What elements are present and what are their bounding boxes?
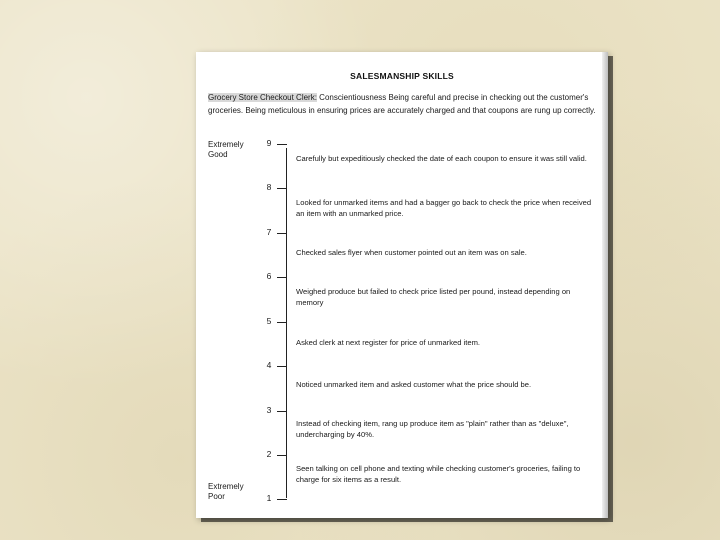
scale-top-label [208,140,244,160]
anchor-rating-8: Looked for unmarked items and had a bagger go back to check the price when received an item with an unmarked price. [296,198,592,218]
anchor-rating-5: Asked clerk at next register for price of unmarked item. [296,338,481,347]
scale-tick-3 [277,411,287,412]
job-description [208,92,596,117]
scale-number-6: 6 [266,271,272,281]
anchor-rating-3: Instead of checking item, rang up produce item as "plain" rather than as "deluxe", undercharging by 40%. [296,419,569,439]
anchor-rating-4: Noticed unmarked item and asked customer what the price should be. [296,380,532,389]
scale-tick-5 [277,322,287,323]
scale-top-label-line-2: Good [208,150,228,159]
anchor-rating-9: Carefully but expeditiously checked the date of each coupon to ensure it was still valid. [296,154,587,163]
scale-tick-9 [277,144,287,145]
scale-bottom-label-line-1: Extremely [208,482,244,491]
scale-number-7: 7 [266,227,272,237]
scale-number-5: 5 [266,316,272,326]
job-description-text: Conscientiousness Being careful and precise in checking out the customer's groceries. Being meticulous in ensuring prices are accurately charged and that coupons are rung up correctly. [208,93,596,115]
scale-tick-4 [277,366,287,367]
scale-top-label-line-1: Extremely [208,140,244,149]
scale-number-8: 8 [266,182,272,192]
paper-edge-shadow [602,52,608,518]
anchor-rating-2: Seen talking on cell phone and texting while checking customer's groceries, failing to charge for six items as a result. [296,464,581,484]
rating-scale-axis [286,148,287,498]
job-title-highlight: Grocery Store Checkout Clerk: [208,93,317,102]
scale-tick-7 [277,233,287,234]
scale-tick-6 [277,277,287,278]
anchor-rating-7: Checked sales flyer when customer pointed out an item was on sale. [296,248,527,257]
scale-number-9: 9 [266,138,272,148]
scale-tick-1 [277,499,287,500]
scale-bottom-label [208,482,244,502]
anchor-rating-6: Weighed produce but failed to check price listed per pound, instead depending on memory [296,287,571,307]
scale-tick-2 [277,455,287,456]
document-title: SALESMANSHIP SKILLS [350,71,454,81]
salesmanship-skills-document [196,52,608,518]
scale-tick-8 [277,188,287,189]
scale-number-4: 4 [266,360,272,370]
scale-number-2: 2 [266,449,272,459]
scale-bottom-label-line-2: Poor [208,492,225,501]
scale-number-1: 1 [266,493,272,503]
scale-number-3: 3 [266,405,272,415]
